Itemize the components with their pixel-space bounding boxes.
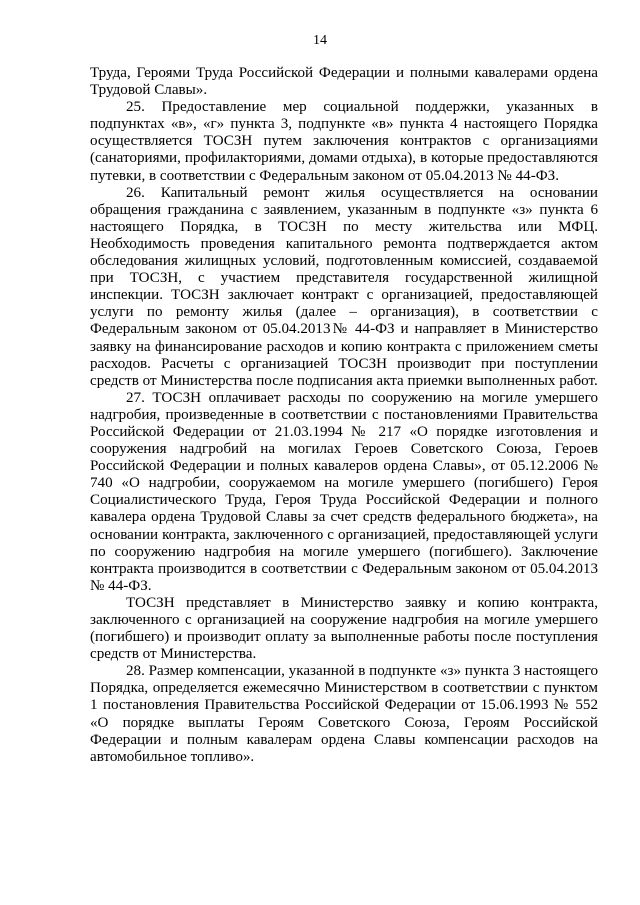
document-body [90, 65, 598, 766]
paragraph-28: 28. Размер компенсации, указанной в подпункте «з» пункта 3 настоящего Порядка, определяется ежемесячно Министерством в соответствии с пунктом 1 постановления Правительства Российской Федерации от 15.06.1993 № 552 «О порядке выплаты Героям Советского Союза, Героям Российской Федерации и полным кавалерам ордена Славы компенсации расходов на автомобильное топливо». [90, 663, 598, 765]
page-number: 14 [313, 33, 327, 48]
paragraph-25: 25. Предоставление мер социальной поддержки, указанных в подпунктах «в», «г» пункта 3, подпункте «в» пункта 4 настоящего Порядка осуществляется ТОСЗН путем заключения контрактов с организациями (санаториями, профилакториями, домами отдыха), в которые предоставляются путевки, в соответствии с Федеральным законом от 05.04.2013 № 44-ФЗ. [90, 99, 598, 184]
paragraph-continuation: Труда, Героями Труда Российской Федерации и полными кавалерами ордена Трудовой Славы». [90, 65, 598, 99]
paragraph-26: 26. Капитальный ремонт жилья осуществляется на основании обращения гражданина с заявлением, указанным в подпункте «з» пункта 6 настоящего Порядка, в ТОСЗН по месту жительства или МФЦ. Необходимость проведения капитального ремонта подтверждается актом обследования жилищных условий, подготовленным комиссией, создаваемой при ТОСЗН, с участием представителя государственной жилищной инспекции. ТОСЗН заключает контракт с организацией, предоставляющей услуги по ремонту жилья (далее – организация), в соответствии с Федеральным законом от 05.04.2013№ 44-ФЗ и направляет в Министерство заявку на финансирование расходов и копию контракта с приложением сметы расходов. Расчеты с организацией ТОСЗН производит при поступлении средств от Министерства после подписания акта приемки выполненных работ. [90, 184, 598, 389]
paragraph-27: 27. ТОСЗН оплачивает расходы по сооружению на могиле умершего надгробия, произведенные в соответствии с постановлениями Правительства Российской Федерации от 21.03.1994 № 217 «О порядке изготовления и сооружения надгробий на могилах Героев Советского Союза, Героев Российской Федерации и полных кавалеров ордена Славы», от 05.12.2006 № 740 «О надгробии, сооружаемом на могиле умершего (погибшего) Героя Социалистического Труда, Героя Труда Российской Федерации и полного кавалера ордена Трудовой Славы за счет средств федерального бюджета», на основании контракта, заключенного с организацией, предоставляющей услуги по сооружению надгробия на могиле умершего (погибшего). Заключение контракта производится в соответствии с Федеральным законом от 05.04.2013 № 44-ФЗ. [90, 389, 598, 594]
paragraph-27-continued: ТОСЗН представляет в Министерство заявку и копию контракта, заключенного с организацией на сооружение надгробия на могиле умершего (погибшего) и производит оплату за выполненные работы после поступления средств от Министерства. [90, 594, 598, 663]
